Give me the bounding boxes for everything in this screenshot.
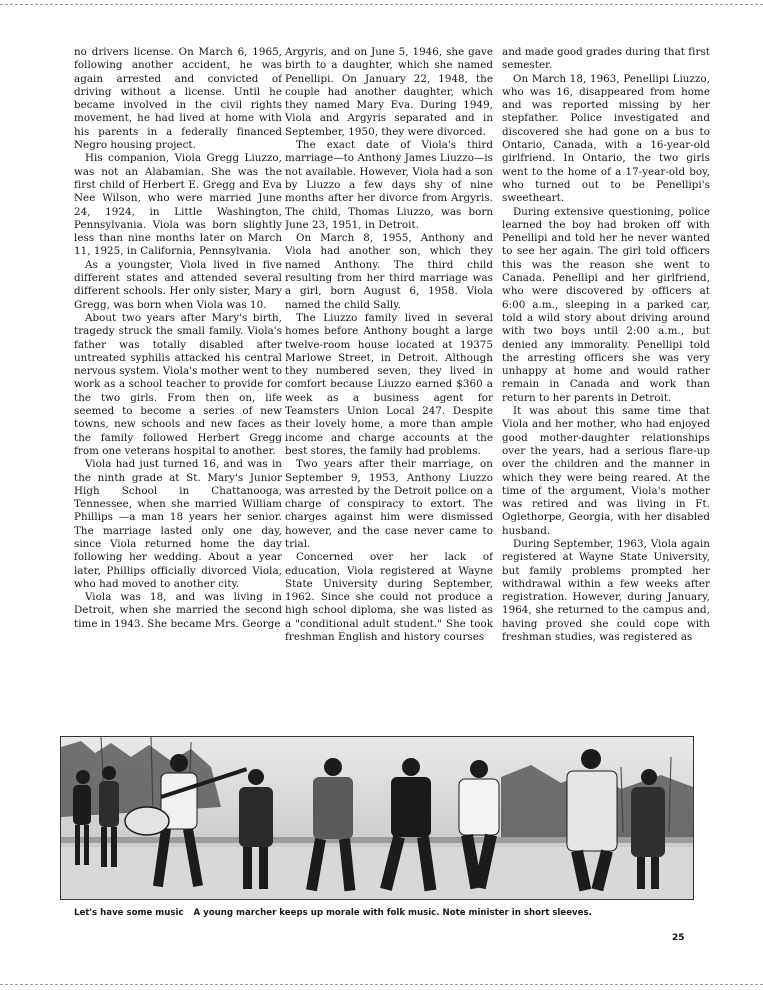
marchers-photo bbox=[60, 736, 694, 900]
caption-title: Let's have some music bbox=[74, 908, 184, 918]
paragraph: On March 8, 1955, Anthony and Viola had another son, which they named Anthony. The third child resulting from her third marriage was a girl, born August 6, 1958. Viola named the child Sally. bbox=[285, 232, 493, 311]
page-number: 25 bbox=[672, 933, 685, 943]
text-column-3 bbox=[502, 46, 710, 732]
paragraph: Concerned over her lack of education, Viola registered at Wayne State University during September, 1962. Since she could not produce a high school diploma, she was listed as a "conditional adult student." She took freshman English and history courses bbox=[285, 551, 493, 644]
paragraph: and made good grades during that first semester. bbox=[502, 46, 710, 72]
paragraph: The Liuzzo family lived in several homes before Anthony bought a large twelve-room house located at 19375 Marlowe Street, in Detroit. Although they numbered seven, they lived in comfort because Liuzzo earned $360 a week as a business agent for Teamsters Union Local 247. Despite their lovely home, a more than ample income and charge accounts at the best stores, the family had problems. bbox=[285, 311, 493, 457]
text-column-1 bbox=[74, 46, 282, 732]
photo-caption bbox=[74, 908, 704, 918]
paragraph: Two years after their marriage, on September 9, 1953, Anthony Liuzzo was arrested by the Detroit police on a charge of conspiracy to extort. The charges against him were dismissed however, and the case never came to trial. bbox=[285, 458, 493, 550]
paragraph: no drivers license. On March 6, 1965, following another accident, he was again arrested and convicted of driving without a license. Until he became involved in the civil rights movement, he had lived at home with his parents in a federally financed Negro housing project. bbox=[74, 46, 282, 152]
paragraph: Argyris, and on June 5, 1946, she gave birth to a daughter, which she named Penellipi. On January 22, 1948, the couple had another daughter, which they named Mary Eva. During 1949, Viola and Argyris separated and in September, 1950, they were divorced. bbox=[285, 46, 493, 138]
paragraph: The exact date of Viola's third marriage—to Anthony James Liuzzo—is not available. However, Viola had a son by Liuzzo a few days shy of nine months after her divorce from Argyris. The child, Thomas Liuzzo, was born June 23, 1951, in Detroit. bbox=[285, 139, 493, 231]
caption-text: A young marcher keeps up morale with folk music. Note minister in short sleeves. bbox=[193, 908, 592, 918]
paragraph: Viola was 18, and was living in Detroit, when she married the second time in 1943. She became Mrs. George bbox=[74, 591, 282, 630]
paragraph: Viola had just turned 16, and was in the ninth grade at St. Mary's Junior High School in Chattanooga, Tennessee, when she married William Phillips —a man 18 years her senior. The marriage lasted only one day, since Viola returned home the day following her wedding. About a year later, Phillips officially divorced Viola, who had moved to another city. bbox=[74, 458, 282, 590]
page-top-rule bbox=[0, 4, 763, 5]
paragraph: During extensive questioning, police learned the boy had broken off with Penellipi and told her he never wanted to see her again. The girl told officers this was the reason she went to Canada. Penellipi and her girlfriend, who were discovered by officers at 6:00 a.m., sleeping in a parked car, told a wild story about driving around with two boys until 2:00 a.m., but denied any immorality. Penellipi told the arresting officers she was very unhappy at home and would rather remain in Canada and work than return to her parents in Detroit. bbox=[502, 205, 710, 404]
paragraph: During September, 1963, Viola again registered at Wayne State University, but family problems prompted her withdrawal within a few weeks after registration. However, during January, 1964, she returned to the campus and, having proved she could cope with freshman studies, was registered as bbox=[502, 537, 710, 644]
paragraph: On March 18, 1963, Penellipi Liuzzo, who was 16, disappeared from home and was reported missing by her stepfather. Police investigated and discovered she had gone on a bus to Ontario, Canada, with a 16-year-old girlfriend. In Ontario, the two girls went to the home of a 17-year-old boy, who turned out to be Penellipi's sweetheart. bbox=[502, 72, 710, 205]
paragraph: As a youngster, Viola lived in five different states and attended several different schools. Her only sister, Mary Gregg, was born when Viola was 10. bbox=[74, 258, 282, 311]
page-bottom-rule bbox=[0, 984, 763, 985]
paragraph: About two years after Mary's birth, tragedy struck the small family. Viola's father was totally disabled after untreated syphilis attacked his central nervous system. Viola's mother went to work as a school teacher to provide for the two girls. From then on, life seemed to become a series of new towns, new schools and new faces as the family followed Herbert Gregg from one veterans hospital to another. bbox=[74, 311, 282, 457]
paragraph: His companion, Viola Gregg Liuzzo, was not an Alabamian. She was the first child of Herbert E. Gregg and Eva Nee Wilson, who were married June 24, 1924, in Little Washington, Pennsylvania. Viola was born slightly less than nine months later on March 11, 1925, in California, Pennsylvania. bbox=[74, 152, 282, 258]
paragraph: It was about this same time that Viola and her mother, who had enjoyed good mother-daughter relationships over the years, had a serious flare-up over the children and the manner in which they were being reared. At the time of the argument, Viola's mother was retired and was living in Ft. Oglethorpe, Georgia, with her disabled husband. bbox=[502, 405, 710, 537]
text-column-2 bbox=[285, 46, 493, 732]
